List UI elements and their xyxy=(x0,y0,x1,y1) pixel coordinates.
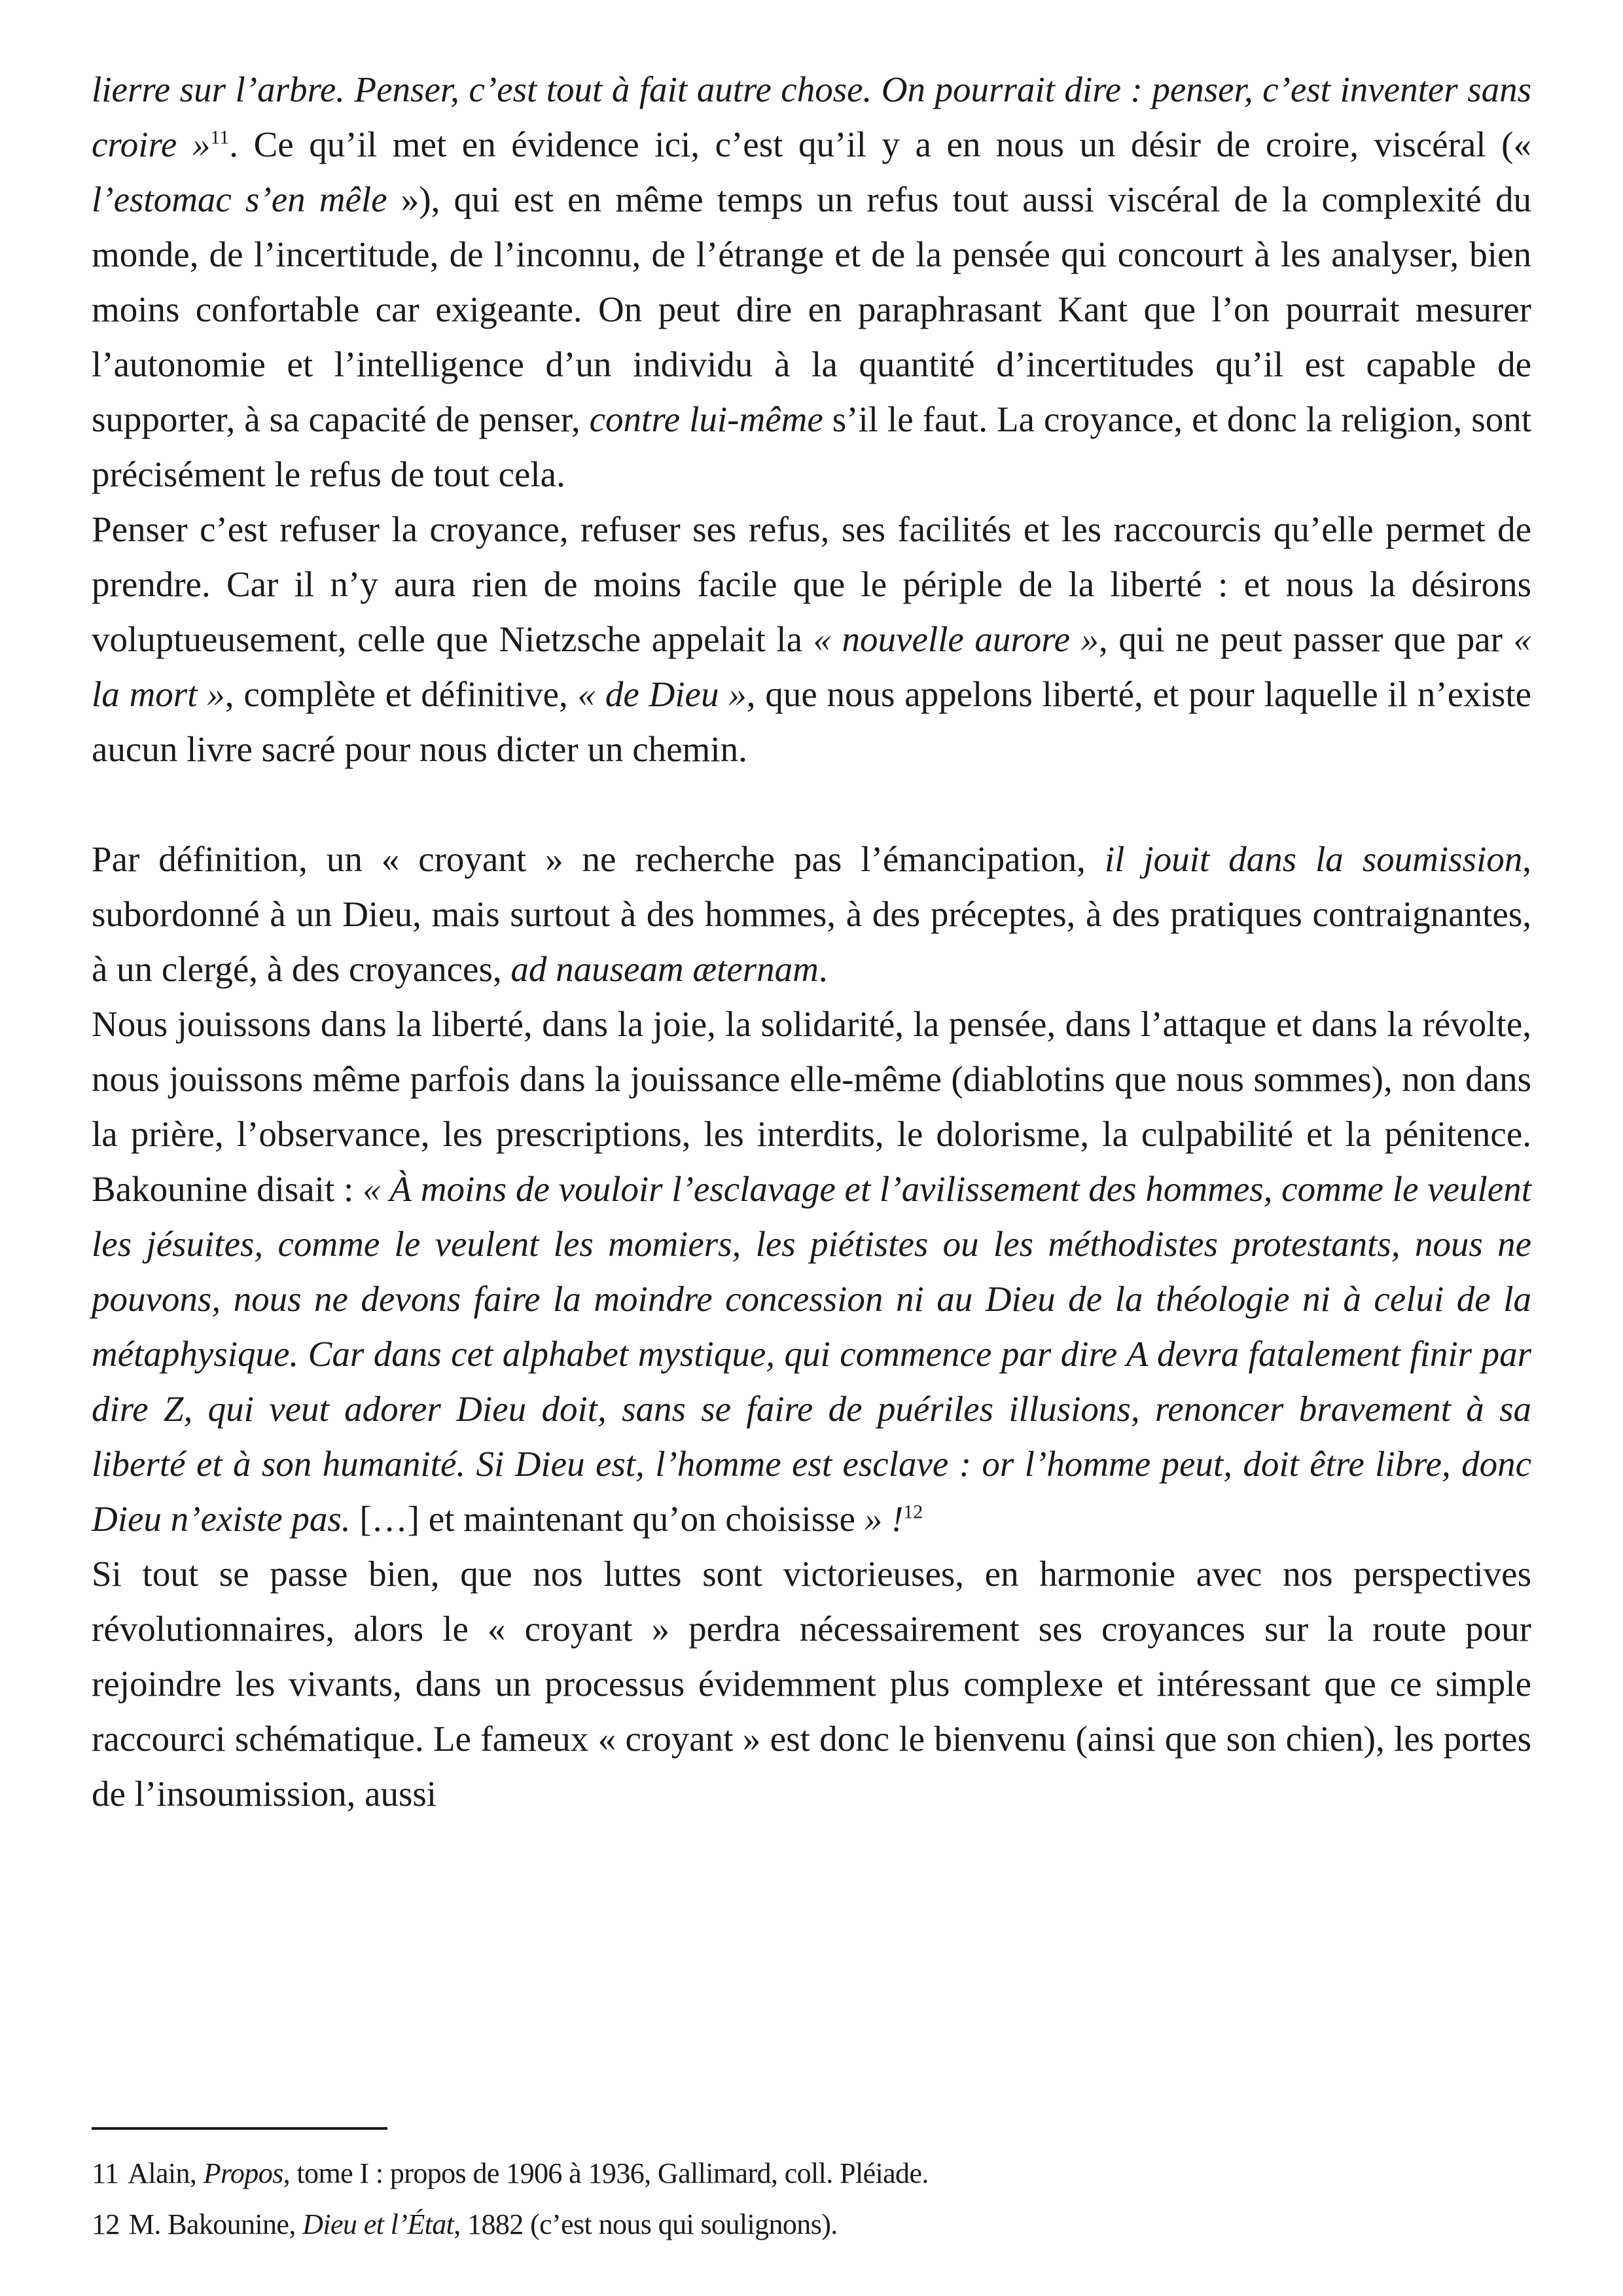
paragraph-5: Si tout se passe bien, que nos luttes sont victorieuses, en harmonie avec nos perspectives révolutionnaires, alors le « croyant » perdra nécessairement ses croyances sur la route pour rejoindre les vivants, dans un processus évidemment plus complexe et intéressant que ce simple raccourci schématique. Le fameux « croyant » est donc le bienvenu (ainsi que son chien), les portes de l’insoumission, aussi xyxy=(92,1554,1531,1814)
footnotes xyxy=(92,2148,1531,2250)
bakounine-quote: « À moins de vouloir l’esclavage et l’avilissement des hommes, comme le veulent les jésuites, comme le veulent les momiers, les piétistes ou les méthodistes protestants, nous ne pouvons, nous ne devons faire la moindre concession ni au Dieu de la théologie ni à celui de la métaphysique. Car dans cet alphabet mystique, qui commence par dire A devra fatalement finir par dire Z, qui veut adorer Dieu doit, sans se faire de puériles illusions, renoncer bravement à sa liberté et à son humanité. Si Dieu est, l’homme est esclave : or l’homme peut, doit être libre, donc Dieu n’existe pas. xyxy=(92,1169,1531,1539)
paragraph-2: Penser c’est refuser la croyance, refuser ses refus, ses facilités et les raccourcis qu’elle permet de prendre. Car il n’y aura rien de moins facile que le périple de la liberté : et nous la désirons voluptueusement, celle que Nietzsche appelait la « nouvelle aurore », qui ne peut passer que par « la mort », complète et définitive, « de Dieu », que nous appelons liberté, et pour laquelle il n’existe aucun livre sacré pour nous dicter un chemin. xyxy=(92,509,1532,769)
page-body xyxy=(92,62,1531,1821)
footnote-number: 12 xyxy=(92,2208,120,2240)
paragraph-4: Nous jouissons dans la liberté, dans la joie, la solidarité, la pensée, dans l’attaque et dans la révolte, nous jouissons même parfois dans la jouissance elle-même (diablotins que nous sommes), non dans la prière, l’observance, les prescriptions, les interdits, le dolorisme, la culpabilité et la pénitence. Bakounine disait : « À moins de vouloir l’esclavage et l’avilissement des hommes, comme le veulent les jésuites, comme le veulent les momiers, les piétistes ou les méthodistes protestants, nous ne pouvons, nous ne devons faire la moindre concession ni au Dieu de la théologie ni à celui de la métaphysique. Car dans cet alphabet mystique, qui commence par dire A devra fatalement finir par dire Z, qui veut adorer Dieu doit, sans se faire de puériles illusions, renoncer bravement à sa liberté et à son humanité. Si Dieu est, l’homme est esclave : or l’homme peut, doit être libre, donc Dieu n’existe pas. […] et maintenant qu’on choisisse » !$^{12}$ xyxy=(92,1004,1531,1539)
footnote-ref-11[interactable]: 11 xyxy=(210,126,230,149)
footnote-number: 11 xyxy=(92,2157,119,2189)
paragraph-gap xyxy=(92,777,1531,832)
quote-end-alain: lierre sur l’arbre. Penser, c’est tout à fait autre chose. On pourrait dire : penser, c’est inventer sans croire » xyxy=(92,69,1531,164)
paragraph-3: Par définition, un « croyant » ne recherche pas l’émancipation, il jouit dans la soumission, subordonné à un Dieu, mais surtout à des hommes, à des préceptes, à des pratiques contraignantes, à un clergé, à des croyances, ad nauseam æternam. xyxy=(92,839,1531,989)
footnote-11: 11 Alain, Propos, tome I : propos de 1906 à 1936, Gallimard, coll. Pléiade. xyxy=(92,2157,929,2189)
footnote-separator xyxy=(92,2127,387,2130)
footnote-ref-12[interactable]: 12 xyxy=(903,1501,923,1523)
paragraph-1: lierre sur l’arbre. Penser, c’est tout à fait autre chose. On pourrait dire : penser, c’est inventer sans croire »$^{11}$. Ce qu’il met en évidence ici, c’est qu’il y a en nous un désir de croire, viscéral (« l’estomac s’en mêle »), qui est en même temps un refus tout aussi viscéral de la complexité du monde, de l’incertitude, de l’inconnu, de l’étrange et de la pensée qui concourt à les analyser, bien moins confortable car exigeante. On peut dire en paraphrasant Kant que l’on pourrait mesurer l’autonomie et l’intelligence d’un individu à la quantité d’incertitudes qu’il est capable de supporter, à sa capacité de penser, contre lui-même s’il le faut. La croyance, et donc la religion, sont précisément le refus de tout cela. xyxy=(92,69,1531,494)
footnote-12: 12 M. Bakounine, Dieu et l’État, 1882 (c’est nous qui soulignons). xyxy=(92,2208,838,2240)
